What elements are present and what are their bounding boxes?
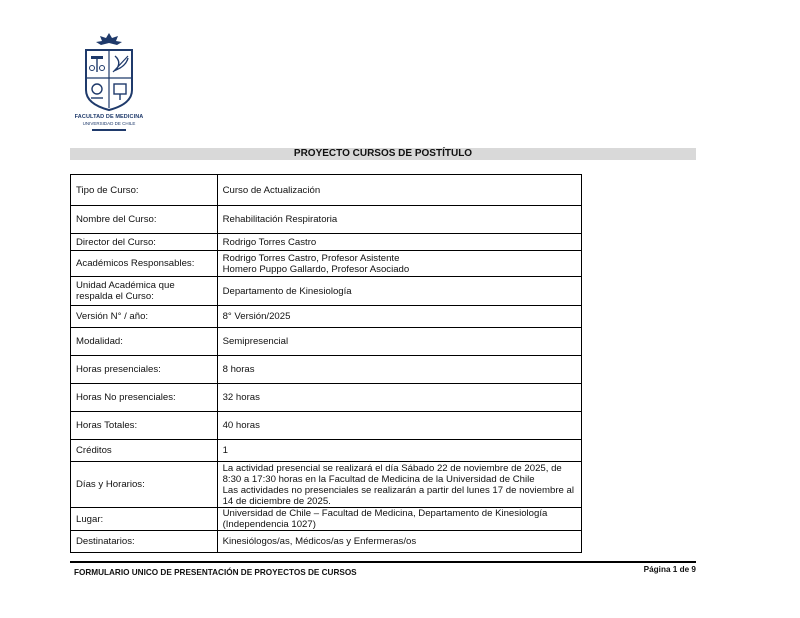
row-label: Modalidad: bbox=[71, 328, 218, 356]
row-value bbox=[217, 508, 581, 531]
table-row bbox=[71, 277, 582, 306]
row-value bbox=[217, 277, 581, 306]
row-label: Versión N° / año: bbox=[71, 306, 218, 328]
row-value bbox=[217, 206, 581, 234]
row-label: Director del Curso: bbox=[71, 234, 218, 251]
page-number: Página 1 de 9 bbox=[643, 565, 696, 574]
table-row bbox=[71, 531, 582, 553]
row-value-line: Semipresencial bbox=[222, 336, 289, 347]
footer-divider bbox=[70, 561, 696, 563]
row-value bbox=[217, 412, 581, 440]
table-row bbox=[71, 328, 582, 356]
row-value bbox=[217, 531, 581, 553]
row-value-line: Departamento de Kinesiología bbox=[222, 285, 352, 297]
row-value-line: Universidad de Chile – Facultad de Medicina, Departamento de Kinesiología (Independencia 1027) bbox=[222, 508, 548, 530]
row-value-line: Las actividades no presenciales se realizarán a partir del lunes 17 de noviembre al 14 de diciembre de 2025. bbox=[222, 484, 575, 507]
row-value bbox=[217, 251, 581, 277]
faculty-logo bbox=[74, 30, 144, 136]
row-value bbox=[217, 356, 581, 384]
row-value bbox=[217, 440, 581, 462]
row-label: Nombre del Curso: bbox=[71, 206, 218, 234]
table-row bbox=[71, 206, 582, 234]
row-value bbox=[217, 328, 581, 356]
row-label: Días y Horarios: bbox=[71, 462, 218, 508]
table-row bbox=[71, 462, 582, 508]
table-row bbox=[71, 175, 582, 206]
row-value bbox=[217, 384, 581, 412]
row-value-line: 8° Versión/2025 bbox=[222, 311, 291, 322]
row-label: Horas No presenciales: bbox=[71, 384, 218, 412]
row-label: Créditos bbox=[71, 440, 218, 462]
row-value-line: Curso de Actualización bbox=[222, 184, 321, 196]
table-row bbox=[71, 306, 582, 328]
table-row bbox=[71, 384, 582, 412]
course-info-table bbox=[70, 174, 582, 553]
row-label: Horas presenciales: bbox=[71, 356, 218, 384]
row-value-line: Rehabilitación Respiratoria bbox=[222, 214, 338, 225]
row-value-line: Rodrigo Torres Castro bbox=[222, 236, 317, 248]
row-label: Destinatarios: bbox=[71, 531, 218, 553]
footer-form-name: FORMULARIO UNICO DE PRESENTACIÓN DE PROYECTOS DE CURSOS bbox=[74, 568, 357, 577]
row-label: Horas Totales: bbox=[71, 412, 218, 440]
logo-underline bbox=[92, 129, 126, 131]
table-row bbox=[71, 440, 582, 462]
row-value bbox=[217, 175, 581, 206]
table-row bbox=[71, 356, 582, 384]
table-row bbox=[71, 234, 582, 251]
row-label: Unidad Académica que respalda el Curso: bbox=[71, 277, 218, 306]
row-value-line: Kinesiólogos/as, Médicos/as y Enfermeras/os bbox=[222, 536, 417, 547]
row-label: Lugar: bbox=[71, 508, 218, 531]
table-row bbox=[71, 412, 582, 440]
shield-icon bbox=[82, 32, 136, 112]
row-value bbox=[217, 234, 581, 251]
row-value bbox=[217, 462, 581, 508]
row-label: Académicos Responsables: bbox=[71, 251, 218, 277]
row-value-line: La actividad presencial se realizará el día Sábado 22 de noviembre de 2025, de 8:30 a 17:30 horas en la Facultad de Medicina de la Universidad de Chile bbox=[222, 462, 562, 485]
row-value-line: 32 horas bbox=[222, 392, 260, 403]
row-value-line: 40 horas bbox=[222, 420, 260, 431]
row-value-line: 8 horas bbox=[222, 364, 255, 375]
row-label: Tipo de Curso: bbox=[71, 175, 218, 206]
document-title: PROYECTO CURSOS DE POSTÍTULO bbox=[293, 148, 473, 159]
table-row bbox=[71, 251, 582, 277]
row-value bbox=[217, 306, 581, 328]
table-row bbox=[71, 508, 582, 531]
logo-title: FACULTAD DE MEDICINA bbox=[74, 114, 144, 120]
logo-subtitle: UNIVERSIDAD DE CHILE bbox=[82, 121, 136, 126]
row-value-line: Homero Puppo Gallardo, Profesor Asociado bbox=[222, 263, 410, 275]
row-value-line: 1 bbox=[222, 445, 228, 456]
row-value-line: Rodrigo Torres Castro, Profesor Asistente bbox=[222, 252, 400, 264]
